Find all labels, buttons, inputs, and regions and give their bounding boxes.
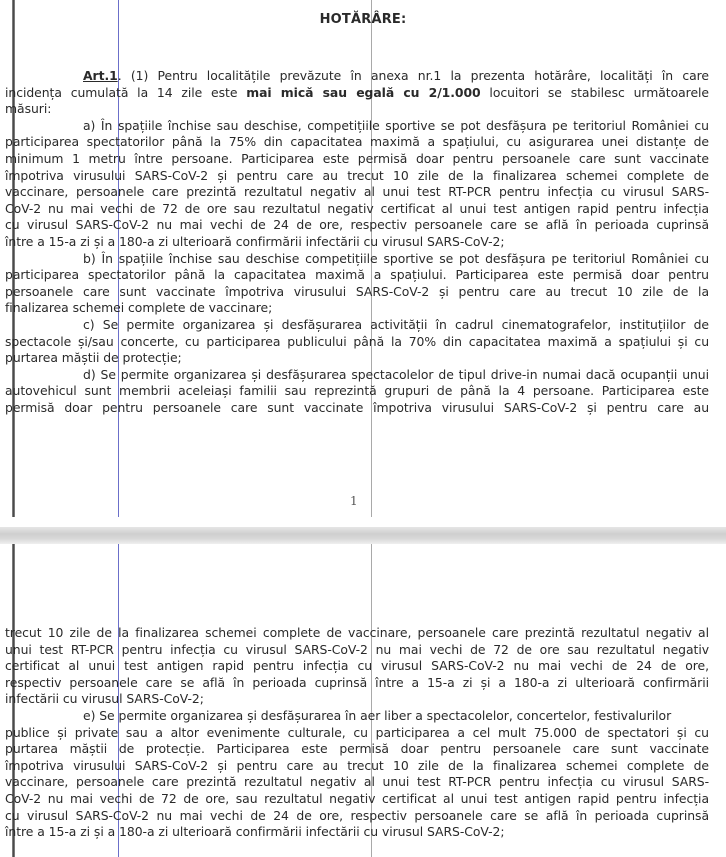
text-line: d) Se permite organizarea și desfășurarea spectacolelor de tipul drive-in numai dacă ocupanții unui (83, 366, 709, 382)
page-number: 1 (350, 494, 358, 508)
page-separator (0, 527, 726, 544)
text-line: purtarea măștii de protecție; (5, 350, 182, 366)
text-line: persoanele care sunt vaccinate împotriva virusului SARS-CoV-2 și pentru care au trecut 10 zile de la (5, 283, 709, 299)
text-line: trecut 10 zile de la finalizarea schemei complete de vaccinare, persoanele care prezintă rezultatul negativ al (5, 625, 709, 640)
text-line: participarea spectatorilor până la 75% din capacitatea maximă a spațiului, cu asigurarea unei distanțe de (5, 134, 709, 150)
text-line: vaccinare, persoanele care prezintă rezultatul negativ al unui test RT-PCR pentru infecția cu virusul SARS- (5, 774, 709, 790)
text-line: cu virusul SARS-CoV-2 nu mai vechi de 24 de ore, respectiv persoanele care se află în perioada cuprinsă (5, 217, 709, 233)
document-title: HOTĂRÂRE: (319, 12, 407, 27)
paragraph-d-continued (5, 625, 709, 708)
text-line: purtarea măștii de protecție. Participarea este permisă doar pentru persoanele care sunt vaccinate (5, 741, 709, 757)
text-line: b) În spațiile închise sau deschise competițiile sportive se pot desfășura pe teritoriul României cu (83, 250, 709, 266)
text-line: CoV-2 nu mai vechi de 72 de ore sau rezultatul negativ certificat al unui test antigen rapid pentru infecția (5, 200, 709, 216)
text-line: spectacole și/sau concerte, cu participarea publicului până la 70% din capacitatea maximă a spațiului și cu (5, 333, 709, 349)
text-line: minimum 1 metru între persoane. Participarea este permisă doar pentru persoanele care sunt vaccinate (5, 150, 709, 166)
article-line (5, 85, 709, 102)
paragraph-b (5, 251, 709, 317)
paragraph-d (5, 367, 709, 417)
text-line: autovehicul sunt membrii aceleiași familii sau reprezintă grupuri de până la 4 persoane. Participarea este (5, 383, 709, 399)
page-2-text (5, 625, 709, 841)
text-line: e) Se permite organizarea și desfășurarea în aer liber a spectacolelor, concertelor, festivalurilor (83, 707, 672, 723)
text-line: a) În spațiile închise sau deschise, competițiile sportive se pot desfășura pe teritoriul României cu (83, 117, 709, 133)
text-line: împotriva virusului SARS-CoV-2 și pentru care au trecut 10 zile de la finalizarea schemei complete de (5, 757, 709, 773)
text-line: participarea spectatorilor până la capacitatea maximă a spațiului. Participarea este permisă doar pentru (5, 267, 709, 283)
text-line: publice și private sau a altor evenimente culturale, cu participarea a cel mult 75.000 de spectatori și cu (5, 724, 709, 740)
text-line: cu virusul SARS-CoV-2 nu mai vechi de 24 de ore, respectiv persoanele care se află în perioada cuprinsă (5, 807, 709, 823)
document-page-2 (0, 544, 726, 857)
article-1-text (5, 68, 709, 416)
text-line: permisă doar pentru persoanele care sunt vaccinate împotriva virusului SARS-CoV-2 și pentru care au (5, 399, 709, 415)
article-1-heading-line (5, 68, 709, 85)
bold-threshold: mai mică sau egală cu 2/1.000 (246, 84, 481, 100)
paragraph-c (5, 317, 709, 367)
text-line: între a 15-a zi și a 180-a zi ulterioară confirmării infectării cu virusul SARS-CoV-2; (5, 824, 505, 840)
text-line: c) Se permite organizarea și desfășurarea activității în cadrul cinematografelor, instituțiilor de (83, 316, 709, 332)
text-line: infectării cu virusul SARS-CoV-2; (5, 691, 204, 707)
article-line: măsuri: (5, 101, 52, 117)
article-label: Art.1 (83, 68, 118, 83)
text-line: certificat al unui test antigen rapid pentru infecția cu virusul SARS-CoV-2 nu mai vechi de 24 de ore, (5, 658, 709, 674)
article-intro: . (1) Pentru localitățile prevăzute în anexa nr.1 la prezenta hotărâre, localități în care (117, 68, 709, 83)
text-span: incidența cumulată la 14 zile este (5, 84, 247, 100)
text-line: împotriva virusului SARS-CoV-2 și pentru care au trecut 10 zile de la finalizarea schemei complete de (5, 167, 709, 183)
text-span: locuitori se stabilesc următoarele (480, 84, 709, 100)
text-line: CoV-2 nu mai vechi de 72 de ore, sau rezultatul negativ certificat al unui test antigen rapid pentru infecția (5, 790, 709, 806)
text-line: respectiv persoanele care se află în perioada cuprinsă între a 15-a zi și a 180-a zi ulterioară confirmării (5, 674, 709, 690)
text-line: finalizarea schemei complete de vaccinare; (5, 300, 273, 316)
paragraph-e (5, 708, 709, 841)
text-line: unui test RT-PCR pentru infecția cu virusul SARS-CoV-2 nu mai vechi de 72 de ore sau rezultatul negativ (5, 641, 709, 657)
paragraph-a (5, 118, 709, 251)
text-line: vaccinare, persoanele care prezintă rezultatul negativ al unui test RT-PCR pentru infecția cu virusul SARS- (5, 184, 709, 200)
text-line: între a 15-a zi și a 180-a zi ulterioară confirmării infectării cu virusul SARS-CoV-2; (5, 233, 505, 249)
